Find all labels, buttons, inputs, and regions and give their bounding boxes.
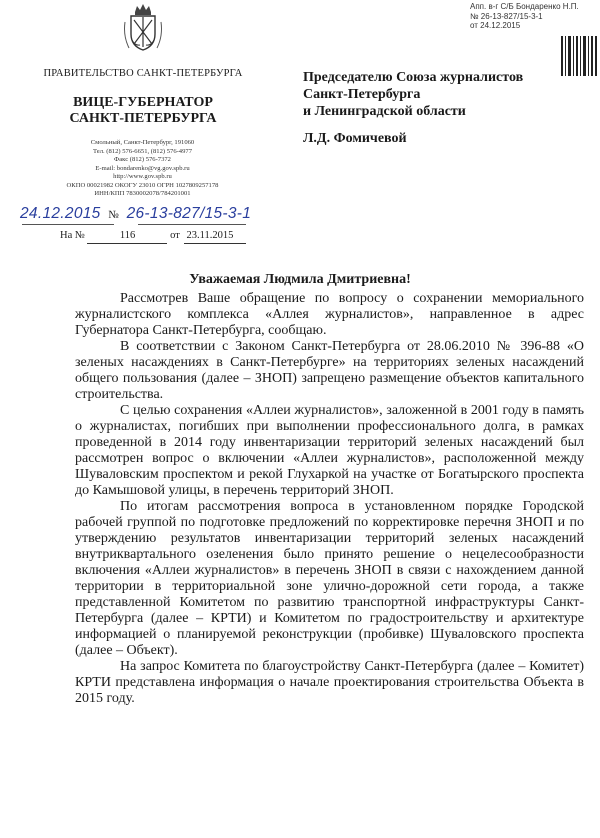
- addressee-name: Л.Д. Фомичевой: [303, 131, 407, 146]
- number-sign: №: [108, 209, 119, 221]
- organization-name: ПРАВИТЕЛЬСТВО САНКТ-ПЕТЕРБУРГА: [43, 68, 243, 79]
- addressee-line2: Санкт-Петербурга: [303, 87, 421, 102]
- reference-row: [60, 230, 256, 241]
- addressee-line3: и Ленинградской области: [303, 104, 466, 119]
- paragraph: На запрос Комитета по благоустройству Санкт-Петербурга (далее – Комитет) КРТИ представлена информация о начале проектирования строительства Объекта в 2015 году.: [75, 659, 584, 706]
- stamp-line3: от 24.12.2015: [470, 21, 521, 30]
- handwritten-number: 26-13-827/15-3-1: [126, 205, 252, 222]
- paragraph: В соответствии с Законом Санкт-Петербурга от 28.06.2010 № 396-88 «О зеленых насаждениях в Санкт-Петербурге» на территориях зеленых насаждений общего пользования (далее – ЗНОП) запрещено размещение объектов капитального строительства.: [75, 339, 584, 402]
- ref-number: 116: [119, 230, 136, 241]
- addressee-line1: Председателю Союза журналистов: [303, 70, 524, 85]
- contact-block: [40, 139, 245, 199]
- stamp-line1: Апп. в-г С/Б Бондаренко Н.П.: [470, 2, 579, 11]
- st-petersburg-coat-of-arms-icon: [121, 2, 165, 54]
- contact-address: Смольный, Санкт-Петербург, 191060: [90, 139, 195, 146]
- letter-body: [75, 291, 584, 707]
- contact-phone: Тел. (812) 576-6651, (812) 576-4977: [93, 147, 192, 155]
- registration-stamp: [470, 2, 598, 31]
- signatory-title-line1: ВИЦЕ-ГУБЕРНАТОР: [73, 95, 213, 110]
- greeting: Уважаемая Людмила Дмитриевна!: [189, 272, 411, 287]
- ref-from: от: [170, 230, 180, 241]
- ref-date: 23.11.2015: [186, 230, 234, 241]
- stamp-line2: № 26-13-827/15-3-1: [470, 11, 543, 21]
- handwritten-date: 24.12.2015: [20, 205, 101, 222]
- contact-inn-kpp: ИНН/КПП 7830002078/784201001: [94, 190, 191, 197]
- contact-email: E-mail: bondarenko@vg.gov.spb.ru: [95, 164, 190, 172]
- ref-prefix: На №: [60, 230, 85, 241]
- paragraph: По итогам рассмотрения вопроса в установленном порядке Городской рабочей группой по подготовке предложений по корректировке перечня ЗНОП и по утверждению результатов инвентаризации территорий зеленых насаждений внутриквартального озеленения было принято решение о нецелесообразности включения «Аллеи журналистов» в перечень ЗНОП в связи с нахождением данной территории в территориальной зоне улично-дорожной сети города, а также представленной Комитетом по развитию транспортной инфраструктуры Санкт-Петербурга (далее – КРТИ) и Комитетом по градостроительству и архитектуре информацией о планируемой реконструкции (пробивке) Шуваловского проспекта (далее – Объект).: [75, 499, 584, 658]
- signatory-title-line2: САНКТ-ПЕТЕРБУРГА: [69, 111, 217, 126]
- addressee-block: [303, 69, 593, 120]
- contact-website: http://www.gov.spb.ru: [113, 173, 172, 180]
- contact-registry-codes: ОКПО 00021982 ОКОГУ 23010 ОГРН 1027809257178: [66, 181, 219, 189]
- paragraph: Рассмотрев Ваше обращение по вопросу о сохранении мемориального журналистского комплекса «Аллея журналистов», направленное в адрес Губернатора Санкт-Петербурга, сообщаю.: [75, 291, 584, 338]
- contact-fax: Факс (812) 576-7372: [114, 156, 171, 163]
- paragraph: С целью сохранения «Аллеи журналистов», заложенной в 2001 году в память о журналистах, погибших при выполнении профессионального долга, в рамках проведенной в 2014 году инвентаризации территорий зеленых насаждений был рассмотрен вопрос о включении «Аллеи журналистов», расположенной между Шуваловским проспектом и рекой Глухаркой на участке от Богатырского проспекта до Камышовой улицы, в перечень территорий ЗНОП.: [75, 403, 584, 498]
- outgoing-registration: [20, 205, 251, 223]
